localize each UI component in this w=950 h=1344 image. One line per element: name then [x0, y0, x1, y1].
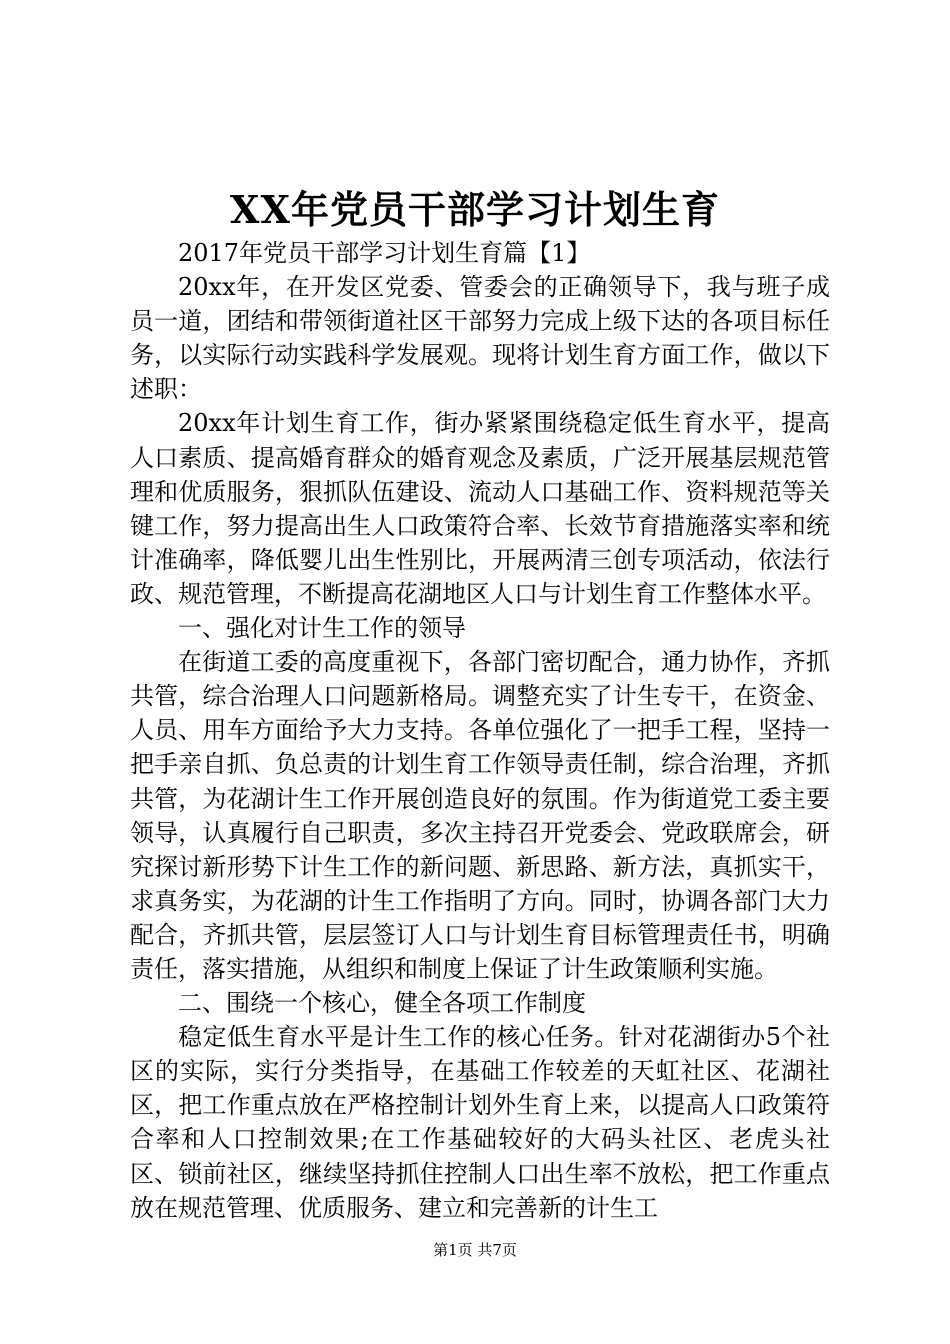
document-body	[130, 236, 830, 1225]
paragraph: 20xx年计划生育工作，街办紧紧围绕稳定低生育水平，提高人口素质、提高婚育群众的婚育观念及素质，广泛开展基层规范管理和优质服务，狠抓队伍建设、流动人口基础工作、资料规范等关键工作，努力提高出生人口政策符合率、长效节育措施落实率和统计准确率，降低婴儿出生性别比，开展两清三创专项活动，依法行政、规范管理，不断提高花湖地区人口与计划生育工作整体水平。	[130, 409, 830, 608]
paragraph: 20xx年，在开发区党委、管委会的正确领导下，我与班子成员一道，团结和带领街道社区干部努力完成上级下达的各项目标任务，以实际行动实践科学发展观。现将计划生育方面工作，做以下述职：	[130, 273, 830, 404]
section-heading: 2017年党员干部学习计划生育篇【1】	[178, 239, 591, 267]
section-heading: 二、围绕一个核心，健全各项工作制度	[178, 989, 586, 1018]
page-number-footer: 第1页 共7页	[433, 1241, 517, 1259]
document-title: XX年党员干部学习计划生育	[230, 187, 720, 232]
section-heading: 一、强化对计生工作的领导	[178, 614, 466, 643]
paragraph: 在街道工委的高度重视下，各部门密切配合，通力协作，齐抓共管，综合治理人口问题新格局。调整充实了计生专干，在资金、人员、用车方面给予大力支持。各单位强化了一把手工程，坚持一把手亲自抓、负总责的计划生育工作领导责任制，综合治理，齐抓共管，为花湖计生工作开展创造良好的氛围。作为街道党工委主要领导，认真履行自己职责，多次主持召开党委会、党政联席会，研究探讨新形势下计生工作的新问题、新思路、新方法，真抓实干，求真务实，为花湖的计生工作指明了方向。同时，协调各部门大力配合，齐抓共管，层层签订人口与计划生育目标管理责任书，明确责任，落实措施，从组织和制度上保证了计生政策顺利实施。	[130, 648, 830, 983]
paragraph: 稳定低生育水平是计生工作的核心任务。针对花湖街办5个社区的实际，实行分类指导，在基础工作较差的天虹社区、花湖社区，把工作重点放在严格控制计划外生育上来，以提高人口政策符合率和人口控制效果;在工作基础较好的大码头社区、老虎头社区、锁前社区，继续坚持抓住控制人口出生率不放松，把工作重点放在规范管理、优质服务、建立和完善新的计生工	[130, 1023, 830, 1222]
